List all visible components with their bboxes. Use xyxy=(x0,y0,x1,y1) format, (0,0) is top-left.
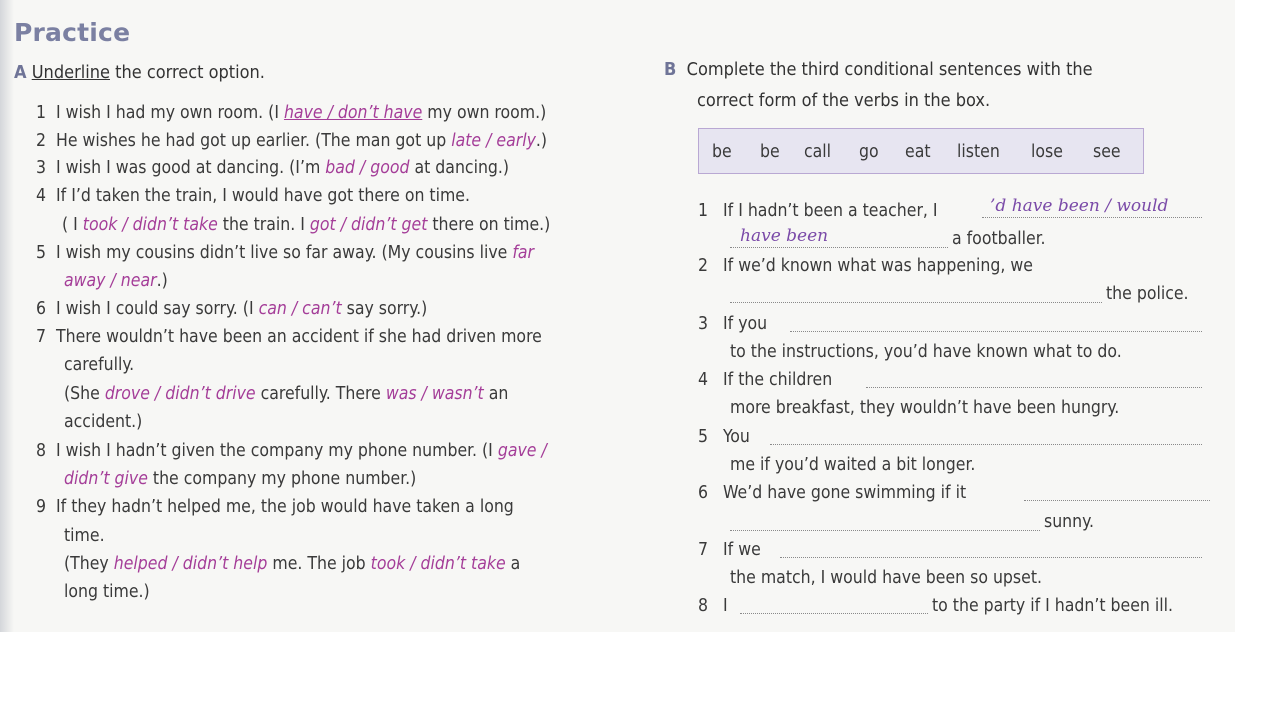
b-item-3-cont: to the instructions, you’d have known what to do. xyxy=(730,342,1122,362)
verb-box-word: be xyxy=(712,142,732,162)
answer-line[interactable] xyxy=(740,613,928,614)
b-item-7-cont: the match, I would have been so upset. xyxy=(730,568,1042,588)
item-text: There wouldn’t have been an accident if she had driven more xyxy=(56,327,542,347)
b-item-4-cont: more breakfast, they wouldn’t have been hungry. xyxy=(730,398,1120,418)
item-text: at dancing.) xyxy=(409,158,510,178)
verb-box-word: go xyxy=(859,142,879,162)
item-number: 2 xyxy=(36,131,47,151)
option-text: was / wasn’t xyxy=(385,384,484,404)
item-text: (They xyxy=(64,554,114,574)
verb-box xyxy=(698,128,1144,174)
section-b-heading xyxy=(664,59,1093,80)
section-a-letter: A xyxy=(14,62,27,83)
item-number: 9 xyxy=(36,497,47,517)
b-item-6-end: sunny. xyxy=(1044,512,1094,532)
item-text: If they hadn’t helped me, the job would have taken a long xyxy=(56,497,514,517)
item-text: say sorry.) xyxy=(341,299,428,319)
item-text: If we xyxy=(723,540,761,560)
item-number: 8 xyxy=(36,441,47,461)
item-text: a xyxy=(505,554,521,574)
option-text: helped / didn’t help xyxy=(113,554,268,574)
a-item-7-cont: carefully. xyxy=(64,355,135,375)
item-text: I wish I could say sorry. (I xyxy=(56,299,259,319)
page-title: Practice xyxy=(14,18,131,47)
section-b-instruction-line2: correct form of the verbs in the box. xyxy=(697,90,991,111)
b-item-3 xyxy=(698,314,767,334)
item-text: (She xyxy=(64,384,105,404)
answer-line[interactable] xyxy=(1024,500,1210,501)
b-item-2-end: the police. xyxy=(1106,284,1189,304)
item-number: 6 xyxy=(36,299,47,319)
item-text: my own room.) xyxy=(422,103,547,123)
item-text: We’d have gone swimming if it xyxy=(723,483,967,503)
option-text: gave / xyxy=(497,441,547,461)
option-text: late / early xyxy=(451,131,536,151)
item-number: 3 xyxy=(698,314,709,334)
item-text: You xyxy=(723,427,750,447)
b-item-5-cont: me if you’d waited a bit longer. xyxy=(730,455,976,475)
handwritten-answer-1a: ’d have been / would xyxy=(990,196,1169,216)
item-text: If the children xyxy=(723,370,833,390)
option-text: away / near xyxy=(64,271,157,291)
item-text: an xyxy=(483,384,509,404)
item-number: 4 xyxy=(36,186,47,206)
a-item-6 xyxy=(36,299,427,319)
b-item-1 xyxy=(698,201,938,221)
option-text: can / can’t xyxy=(258,299,342,319)
item-text: I xyxy=(723,596,728,616)
item-number: 1 xyxy=(36,103,47,123)
a-item-2 xyxy=(36,131,547,151)
answer-line[interactable] xyxy=(790,331,1202,332)
verb-box-word: call xyxy=(804,142,832,162)
item-text: the train. I xyxy=(217,215,310,235)
b-item-1-end: a footballer. xyxy=(952,229,1046,249)
a-item-5 xyxy=(36,243,534,263)
verb-box-word: eat xyxy=(905,142,931,162)
item-number: 8 xyxy=(698,596,709,616)
item-text: If you xyxy=(723,314,768,334)
handwritten-answer-1b: have been xyxy=(740,226,829,246)
item-text: He wishes he had got up earlier. (The man got up xyxy=(56,131,452,151)
answer-line[interactable] xyxy=(730,247,948,248)
verb-box-word: lose xyxy=(1031,142,1063,162)
item-number: 5 xyxy=(36,243,47,263)
item-number: 4 xyxy=(698,370,709,390)
option-text: have / don’t have xyxy=(283,103,423,123)
a-item-4-options xyxy=(62,215,550,235)
item-text: there on time.) xyxy=(427,215,551,235)
option-text: drove / didn’t drive xyxy=(104,384,256,404)
item-number: 7 xyxy=(698,540,709,560)
answer-line[interactable] xyxy=(866,387,1202,388)
section-a-heading xyxy=(14,62,265,83)
b-item-8 xyxy=(698,596,728,616)
option-text: took / didn’t take xyxy=(82,215,218,235)
a-item-1 xyxy=(36,103,546,123)
section-a-instruction-underlined: Underline xyxy=(31,62,110,83)
section-b-instruction-line1: Complete the third conditional sentences with the xyxy=(686,59,1093,80)
a-item-7-options xyxy=(64,384,508,404)
item-text: If we’d known what was happening, we xyxy=(723,256,1033,276)
answer-line[interactable] xyxy=(730,530,1040,531)
item-text: I wish my cousins didn’t live so far away. (My cousins live xyxy=(56,243,513,263)
b-item-6 xyxy=(698,483,966,503)
b-item-4 xyxy=(698,370,832,390)
item-text: the company my phone number.) xyxy=(147,469,417,489)
section-a-instruction: the correct option. xyxy=(115,62,265,83)
verb-box-word: listen xyxy=(957,142,1000,162)
page-edge-shadow xyxy=(0,0,14,632)
option-text: bad / good xyxy=(325,158,410,178)
b-item-8-end: to the party if I hadn’t been ill. xyxy=(932,596,1174,616)
verb-box-word: see xyxy=(1093,142,1121,162)
item-text: I wish I was good at dancing. (I’m xyxy=(56,158,326,178)
a-item-7 xyxy=(36,327,542,347)
item-text: carefully. There xyxy=(255,384,386,404)
item-text: .) xyxy=(535,131,548,151)
a-item-7-end: accident.) xyxy=(64,412,143,432)
item-number: 1 xyxy=(698,201,709,221)
item-text: ( I xyxy=(62,215,83,235)
option-text: far xyxy=(512,243,534,263)
option-text: took / didn’t take xyxy=(370,554,506,574)
item-number: 3 xyxy=(36,158,47,178)
item-number: 5 xyxy=(698,427,709,447)
item-text: .) xyxy=(156,271,168,291)
b-item-7 xyxy=(698,540,761,560)
b-item-2 xyxy=(698,256,1033,276)
b-item-5 xyxy=(698,427,750,447)
a-item-8-cont xyxy=(64,469,416,489)
item-text: If I hadn’t been a teacher, I xyxy=(723,201,938,221)
a-item-9-end: long time.) xyxy=(64,582,150,602)
a-item-5-cont xyxy=(64,271,168,291)
item-text: me. The job xyxy=(267,554,371,574)
a-item-9-options xyxy=(64,554,520,574)
answer-line[interactable] xyxy=(770,444,1202,445)
section-b-letter: B xyxy=(664,59,677,80)
a-item-3 xyxy=(36,158,509,178)
option-text: got / didn’t get xyxy=(309,215,428,235)
answer-line[interactable] xyxy=(780,557,1202,558)
item-text: I wish I had my own room. (I xyxy=(56,103,284,123)
item-text: If I’d taken the train, I would have got there on time. xyxy=(56,186,470,206)
item-number: 7 xyxy=(36,327,47,347)
a-item-9-cont: time. xyxy=(64,526,105,546)
a-item-9 xyxy=(36,497,514,517)
option-text: didn’t give xyxy=(64,469,148,489)
item-number: 2 xyxy=(698,256,709,276)
item-text: I wish I hadn’t given the company my phone number. (I xyxy=(56,441,498,461)
item-number: 6 xyxy=(698,483,709,503)
a-item-8 xyxy=(36,441,547,461)
a-item-4 xyxy=(36,186,470,206)
answer-line[interactable] xyxy=(730,302,1102,303)
answer-line[interactable] xyxy=(982,217,1202,218)
verb-box-word: be xyxy=(760,142,780,162)
